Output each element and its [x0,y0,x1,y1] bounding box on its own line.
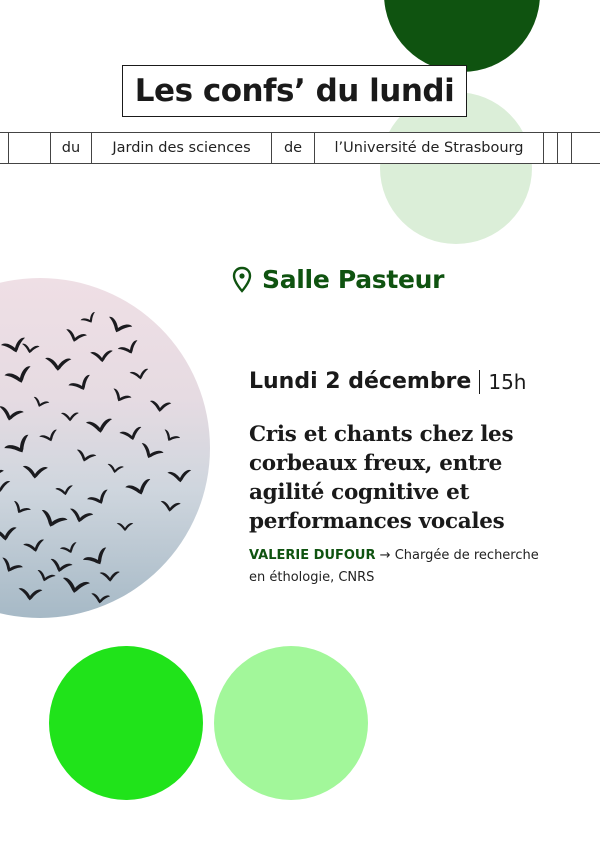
talk-title-line: agilité cognitive et [249,480,470,505]
talk-title-line: performances vocales [249,509,505,534]
decorative-light-circle [214,646,368,800]
speaker-role: Chargée de recherche [394,548,539,563]
bird-silhouette [1,337,28,356]
bird-silhouette [4,366,34,388]
page-title: Les confs’ du lundi [134,73,455,109]
bird-silhouette [0,469,4,483]
bird-silhouette [160,501,181,513]
bird-silhouette [10,501,31,518]
birds-photo [0,278,210,618]
bird-silhouette [117,523,134,531]
subtitle-bar [0,132,600,164]
divider [543,133,544,163]
bird-silhouette [55,485,74,497]
bird-silhouette [90,593,110,605]
bird-silhouette [21,343,40,354]
decorative-dark-circle [384,0,540,72]
event-date: Lundi 2 décembre [249,369,472,394]
bird-silhouette [18,588,43,601]
location [232,265,444,294]
subtitle-jardin: Jardin des sciences [112,140,251,156]
bird-silhouette [0,481,11,493]
divider [571,133,572,163]
bird-silhouette [0,527,18,542]
bird-silhouette [61,577,91,595]
bird-silhouette [118,340,142,358]
bird-silhouette [0,406,24,423]
bird-silhouette [125,478,154,498]
speaker-name: VALERIE DUFOUR [249,548,376,563]
bird-silhouette [90,350,113,363]
bird-silhouette [23,539,46,554]
bird-silhouette [67,508,93,525]
divider [8,133,9,163]
bird-silhouette [86,418,114,434]
bird-silhouette [22,466,48,479]
bird-silhouette [48,558,73,574]
bird-silhouette [64,329,87,345]
date-separator [479,370,480,394]
bird-silhouette [39,429,60,445]
bird-silhouette [161,429,181,445]
bird-silhouette [37,509,67,531]
bird-silhouette [31,397,49,410]
bird-silhouette [80,312,98,327]
subtitle-du: du [61,140,81,156]
bird-silhouette [130,368,150,381]
birds-flock-illustration [0,278,210,618]
speaker-affiliation: en éthologie, CNRS [249,570,375,585]
bird-silhouette [119,426,144,442]
subtitle-universite: l’Université de Strasbourg [334,140,524,156]
date-line [249,369,526,394]
bird-silhouette [4,434,34,459]
bird-silhouette [0,557,23,576]
bird-silhouette [87,489,112,508]
bird-silhouette [68,374,94,395]
bird-silhouette [105,316,133,337]
bird-silhouette [137,443,163,463]
map-pin-icon [232,266,252,294]
bird-silhouette [45,358,72,372]
speaker-info [249,545,569,589]
divider [557,133,558,163]
bird-silhouette [61,413,79,422]
bird-silhouette [106,464,124,475]
bird-silhouette [60,542,80,556]
event-time: 15h [488,369,527,394]
bird-silhouette [167,470,192,484]
bird-silhouette [35,570,56,585]
title-box [122,65,467,117]
talk-title-line: Cris et chants chez les [249,422,514,447]
bird-silhouette [83,547,112,571]
talk-title-line: corbeaux freux, entre [249,451,502,476]
talk-title [249,420,569,536]
arrow-icon: → [379,548,391,563]
bird-silhouette [74,449,96,464]
subtitle-de: de [283,140,303,156]
location-label: Salle Pasteur [262,265,445,294]
bird-silhouette [109,388,131,406]
bird-silhouette [100,571,121,582]
decorative-bright-circle [49,646,203,800]
bird-silhouette [149,400,171,413]
